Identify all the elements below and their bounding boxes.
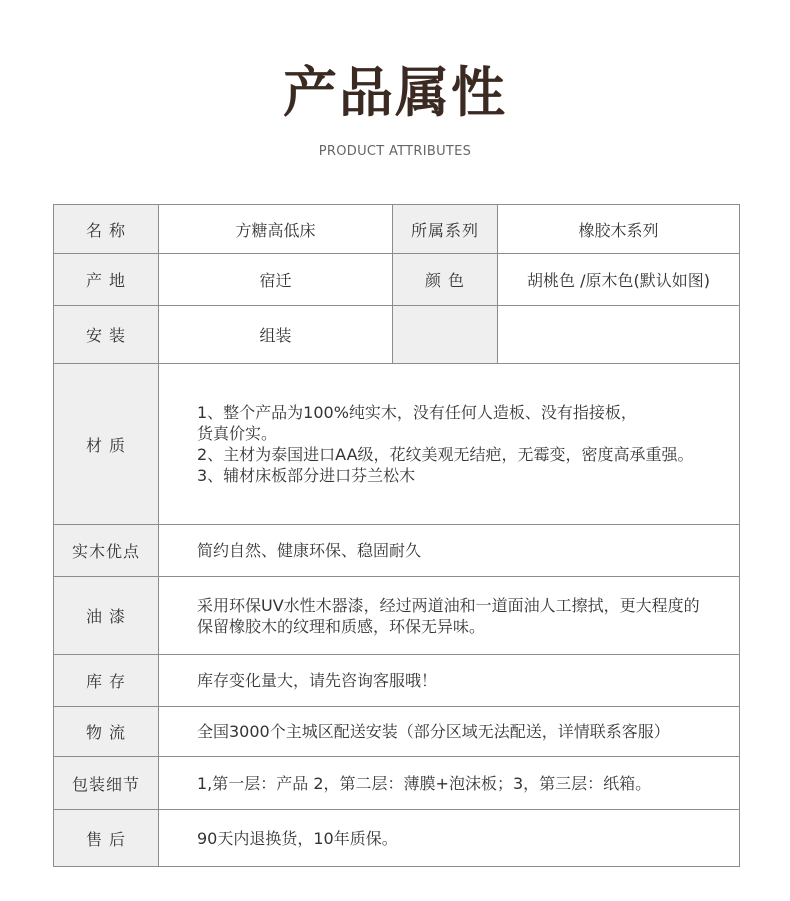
table-row — [54, 306, 740, 364]
packaging-value: 1,第一层：产品 2，第二层：薄膜+泡沫板；3，第三层：纸箱。 — [159, 757, 740, 810]
name-label: 名 称 — [54, 205, 159, 254]
color-value: 胡桃色 /原木色(默认如图) — [498, 254, 740, 306]
empty-label-cell — [393, 306, 498, 364]
table-row — [54, 205, 740, 254]
install-value: 组装 — [159, 306, 393, 364]
material-value — [159, 364, 740, 525]
material-line: 2、主材为泰国进口AA级，花纹美观无结疤，无霉变，密度高承重强。 — [197, 445, 694, 464]
advantages-label: 实木优点 — [54, 525, 159, 577]
series-value: 橡胶木系列 — [498, 205, 740, 254]
attributes-table — [53, 204, 740, 867]
aftersale-value: 90天内退换货，10年质保。 — [159, 810, 740, 867]
empty-value-cell — [498, 306, 740, 364]
table-row — [54, 810, 740, 867]
table-row — [54, 655, 740, 707]
table-row — [54, 707, 740, 757]
table-row — [54, 757, 740, 810]
material-line: 1、整个产品为100%纯实木，没有任何人造板、没有指接板， — [197, 403, 637, 422]
stock-value: 库存变化量大，请先咨询客服哦！ — [159, 655, 740, 707]
table-row — [54, 525, 740, 577]
paint-line: 采用环保UV水性木器漆，经过两道油和一道面油人工擦拭，更大程度的 — [197, 595, 700, 615]
origin-label: 产 地 — [54, 254, 159, 306]
series-label: 所属系列 — [393, 205, 498, 254]
material-line: 3、辅材床板部分进口芬兰松木 — [197, 466, 416, 485]
logistics-label: 物 流 — [54, 707, 159, 757]
color-label: 颜 色 — [393, 254, 498, 306]
install-label: 安 装 — [54, 306, 159, 364]
paint-value — [159, 577, 740, 655]
paint-label: 油 漆 — [54, 577, 159, 655]
aftersale-label: 售 后 — [54, 810, 159, 867]
name-value: 方糖高低床 — [159, 205, 393, 254]
stock-label: 库 存 — [54, 655, 159, 707]
page-title: 产品属性 — [283, 61, 507, 124]
material-label: 材 质 — [54, 364, 159, 525]
table-row — [54, 577, 740, 655]
material-line: 货真价实。 — [197, 424, 278, 443]
packaging-label: 包装细节 — [54, 757, 159, 810]
origin-value: 宿迁 — [159, 254, 393, 306]
table-row — [54, 254, 740, 306]
page-subtitle: PRODUCT ATTRIBUTES — [318, 144, 472, 159]
logistics-value: 全国3000个主城区配送安装（部分区域无法配送，详情联系客服） — [159, 707, 740, 757]
advantages-value: 简约自然、健康环保、稳固耐久 — [159, 525, 740, 577]
paint-line: 保留橡胶木的纹理和质感，环保无异味。 — [197, 616, 486, 636]
table-row — [54, 364, 740, 525]
